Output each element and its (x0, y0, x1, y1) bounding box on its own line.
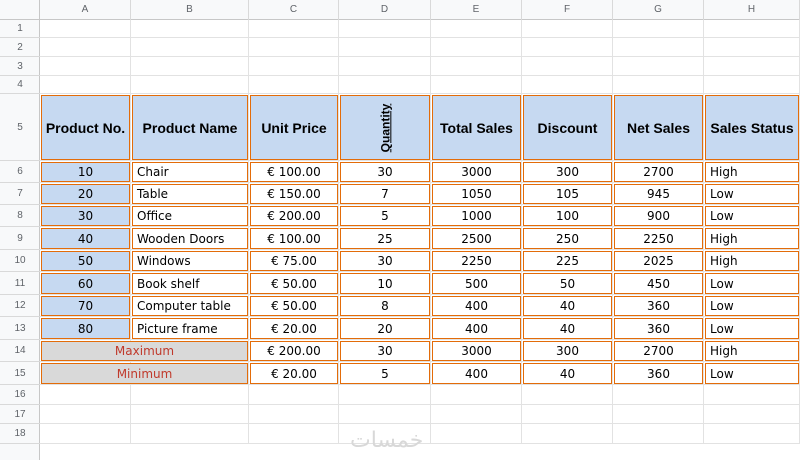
grid-cell[interactable] (522, 424, 613, 444)
cell-total-sales[interactable]: 500 (432, 273, 521, 294)
grid-cell[interactable] (339, 405, 431, 424)
grid-cell[interactable] (249, 57, 339, 76)
column-header-d[interactable]: D (339, 0, 431, 20)
header-product-name[interactable]: Product Name (132, 95, 248, 160)
row-header-13[interactable]: 13 (0, 317, 40, 340)
grid-cell[interactable] (339, 76, 431, 94)
cell-discount[interactable]: 105 (523, 184, 612, 204)
cell-net-sales[interactable]: 2025 (614, 251, 703, 271)
grid-cell[interactable] (40, 38, 131, 57)
cell-unit-price[interactable]: € 50.00 (250, 273, 338, 294)
column-header-b[interactable]: B (131, 0, 249, 20)
grid-cell[interactable] (431, 57, 522, 76)
cell-net-sales[interactable]: 2700 (614, 162, 703, 182)
cell-product-no[interactable]: 80 (41, 318, 130, 339)
cell-product-name[interactable]: Wooden Doors (132, 228, 248, 249)
cell-quantity[interactable]: 5 (340, 206, 430, 226)
row-header-17[interactable]: 17 (0, 405, 40, 424)
row-header-14[interactable]: 14 (0, 340, 40, 362)
grid-cell[interactable] (249, 405, 339, 424)
grid-cell[interactable] (249, 38, 339, 57)
header-product-no[interactable]: Product No. (41, 95, 130, 160)
cell-net-sales[interactable]: 2250 (614, 228, 703, 249)
row-header-1[interactable]: 1 (0, 20, 40, 38)
cell-summary-total[interactable]: 400 (432, 363, 521, 384)
cell-unit-price[interactable]: € 20.00 (250, 318, 338, 339)
cell-total-sales[interactable]: 2500 (432, 228, 521, 249)
grid-cell[interactable] (40, 20, 131, 38)
cell-net-sales[interactable]: 450 (614, 273, 703, 294)
grid-cell[interactable] (131, 20, 249, 38)
cell-discount[interactable]: 225 (523, 251, 612, 271)
grid-cell[interactable] (131, 57, 249, 76)
grid-cell[interactable] (249, 385, 339, 405)
grid-cell[interactable] (704, 424, 800, 444)
row-header-15[interactable]: 15 (0, 362, 40, 385)
cell-summary-quantity[interactable]: 5 (340, 363, 430, 384)
cell-summary-total[interactable]: 3000 (432, 341, 521, 361)
row-header-11[interactable]: 11 (0, 272, 40, 295)
cell-unit-price[interactable]: € 200.00 (250, 206, 338, 226)
row-header-8[interactable]: 8 (0, 205, 40, 227)
grid-cell[interactable] (131, 424, 249, 444)
cell-summary-quantity[interactable]: 30 (340, 341, 430, 361)
grid-cell[interactable] (613, 20, 704, 38)
cell-sales-status[interactable]: High (705, 251, 799, 271)
grid-cell[interactable] (339, 20, 431, 38)
grid-cell[interactable] (522, 405, 613, 424)
grid-cell[interactable] (431, 424, 522, 444)
grid-cell[interactable] (613, 405, 704, 424)
cell-quantity[interactable]: 20 (340, 318, 430, 339)
grid-cell[interactable] (704, 405, 800, 424)
cell-unit-price[interactable]: € 150.00 (250, 184, 338, 204)
grid-cell[interactable] (431, 385, 522, 405)
row-header-18[interactable]: 18 (0, 424, 40, 444)
grid-cell[interactable] (704, 385, 800, 405)
grid-cell[interactable] (704, 20, 800, 38)
cell-summary-price[interactable]: € 200.00 (250, 341, 338, 361)
cell-summary-net[interactable]: 360 (614, 363, 703, 384)
column-header-g[interactable]: G (613, 0, 704, 20)
cell-product-no[interactable]: 40 (41, 228, 130, 249)
cell-product-no[interactable]: 60 (41, 273, 130, 294)
grid-cell[interactable] (704, 76, 800, 94)
grid-cell[interactable] (613, 57, 704, 76)
select-all-corner[interactable] (0, 0, 40, 20)
cell-quantity[interactable]: 25 (340, 228, 430, 249)
column-header-e[interactable]: E (431, 0, 522, 20)
grid-cell[interactable] (339, 38, 431, 57)
grid-cell[interactable] (40, 385, 131, 405)
grid-cell[interactable] (522, 20, 613, 38)
grid-cell[interactable] (522, 38, 613, 57)
header-quantity-label: Quantity (377, 103, 392, 152)
row-header-5[interactable]: 5 (0, 94, 40, 161)
header-unit-price[interactable]: Unit Price (250, 95, 338, 160)
row-header-2[interactable]: 2 (0, 38, 40, 57)
grid-cell[interactable] (522, 57, 613, 76)
cell-product-name[interactable]: Office (132, 206, 248, 226)
grid-cell[interactable] (40, 57, 131, 76)
cell-unit-price[interactable]: € 100.00 (250, 228, 338, 249)
cell-product-name[interactable]: Windows (132, 251, 248, 271)
row-header-10[interactable]: 10 (0, 250, 40, 272)
cell-quantity[interactable]: 30 (340, 251, 430, 271)
cell-sales-status[interactable]: Low (705, 184, 799, 204)
grid-cell[interactable] (339, 57, 431, 76)
grid-cell[interactable] (613, 38, 704, 57)
cell-product-no[interactable]: 20 (41, 184, 130, 204)
cell-quantity[interactable]: 30 (340, 162, 430, 182)
cell-total-sales[interactable]: 3000 (432, 162, 521, 182)
cell-product-name[interactable]: Table (132, 184, 248, 204)
cell-product-name[interactable]: Picture frame (132, 318, 248, 339)
grid-cell[interactable] (431, 405, 522, 424)
header-sales-status[interactable]: Sales Status (705, 95, 799, 160)
cell-sales-status[interactable]: Low (705, 296, 799, 316)
grid-cell[interactable] (522, 76, 613, 94)
grid-cell[interactable] (249, 424, 339, 444)
cell-discount[interactable]: 300 (523, 162, 612, 182)
cell-product-no[interactable]: 10 (41, 162, 130, 182)
header-quantity[interactable] (340, 95, 430, 160)
cell-quantity[interactable]: 8 (340, 296, 430, 316)
cell-summary-status[interactable]: High (705, 341, 799, 361)
row-header-4[interactable]: 4 (0, 76, 40, 94)
cell-total-sales[interactable]: 2250 (432, 251, 521, 271)
grid-cell[interactable] (704, 57, 800, 76)
cell-sales-status[interactable]: Low (705, 206, 799, 226)
grid-cell[interactable] (249, 20, 339, 38)
cell-sales-status[interactable]: High (705, 162, 799, 182)
cell-summary-label[interactable]: Minimum (41, 363, 248, 384)
grid-cell[interactable] (40, 424, 131, 444)
grid-cell[interactable] (431, 38, 522, 57)
cell-discount[interactable]: 40 (523, 318, 612, 339)
grid-cell[interactable] (339, 385, 431, 405)
cell-total-sales[interactable]: 400 (432, 318, 521, 339)
row-header-bar (0, 20, 40, 460)
row-header-6[interactable]: 6 (0, 161, 40, 183)
cell-quantity[interactable]: 10 (340, 273, 430, 294)
column-header-f[interactable]: F (522, 0, 613, 20)
grid-cell[interactable] (431, 76, 522, 94)
cell-unit-price[interactable]: € 100.00 (250, 162, 338, 182)
cell-discount[interactable]: 250 (523, 228, 612, 249)
cell-discount[interactable]: 50 (523, 273, 612, 294)
cell-sales-status[interactable]: High (705, 228, 799, 249)
grid-cell[interactable] (40, 405, 131, 424)
cell-unit-price[interactable]: € 75.00 (250, 251, 338, 271)
grid-cell[interactable] (249, 76, 339, 94)
grid-cell[interactable] (704, 38, 800, 57)
cell-product-name[interactable]: Chair (132, 162, 248, 182)
grid-cell[interactable] (131, 76, 249, 94)
cell-summary-price[interactable]: € 20.00 (250, 363, 338, 384)
row-header-16[interactable]: 16 (0, 385, 40, 405)
grid-cell[interactable] (40, 76, 131, 94)
grid-cell[interactable] (613, 385, 704, 405)
watermark-logo: خمسات (350, 428, 424, 453)
cell-summary-discount[interactable]: 40 (523, 363, 612, 384)
cell-net-sales[interactable]: 945 (614, 184, 703, 204)
cell-sales-status[interactable]: Low (705, 273, 799, 294)
cell-product-name[interactable]: Book shelf (132, 273, 248, 294)
header-net-sales[interactable]: Net Sales (614, 95, 703, 160)
grid-cell[interactable] (131, 385, 249, 405)
cell-discount[interactable]: 100 (523, 206, 612, 226)
column-header-h[interactable]: H (704, 0, 800, 20)
grid-cell[interactable] (131, 405, 249, 424)
column-header-bar (0, 0, 800, 20)
cell-net-sales[interactable]: 360 (614, 296, 703, 316)
grid-cell[interactable] (613, 76, 704, 94)
cell-discount[interactable]: 40 (523, 296, 612, 316)
cell-summary-net[interactable]: 2700 (614, 341, 703, 361)
grid-cell[interactable] (613, 424, 704, 444)
cell-summary-label[interactable]: Maximum (41, 341, 248, 361)
cell-unit-price[interactable]: € 50.00 (250, 296, 338, 316)
header-total-sales[interactable]: Total Sales (432, 95, 521, 160)
cell-product-no[interactable]: 30 (41, 206, 130, 226)
grid-cell[interactable] (522, 385, 613, 405)
cell-quantity[interactable]: 7 (340, 184, 430, 204)
grid-cell[interactable] (431, 20, 522, 38)
column-header-a[interactable]: A (40, 0, 131, 20)
row-header-12[interactable]: 12 (0, 295, 40, 317)
cell-total-sales[interactable]: 400 (432, 296, 521, 316)
cell-product-no[interactable]: 70 (41, 296, 130, 316)
row-header-9[interactable]: 9 (0, 227, 40, 250)
cell-net-sales[interactable]: 360 (614, 318, 703, 339)
cell-net-sales[interactable]: 900 (614, 206, 703, 226)
row-header-7[interactable]: 7 (0, 183, 40, 205)
column-header-c[interactable]: C (249, 0, 339, 20)
cell-total-sales[interactable]: 1000 (432, 206, 521, 226)
cell-sales-status[interactable]: Low (705, 318, 799, 339)
cell-summary-discount[interactable]: 300 (523, 341, 612, 361)
header-discount[interactable]: Discount (523, 95, 612, 160)
cell-total-sales[interactable]: 1050 (432, 184, 521, 204)
cell-summary-status[interactable]: Low (705, 363, 799, 384)
grid-cell[interactable] (131, 38, 249, 57)
cell-product-name[interactable]: Computer table (132, 296, 248, 316)
cell-product-no[interactable]: 50 (41, 251, 130, 271)
row-header-3[interactable]: 3 (0, 57, 40, 76)
